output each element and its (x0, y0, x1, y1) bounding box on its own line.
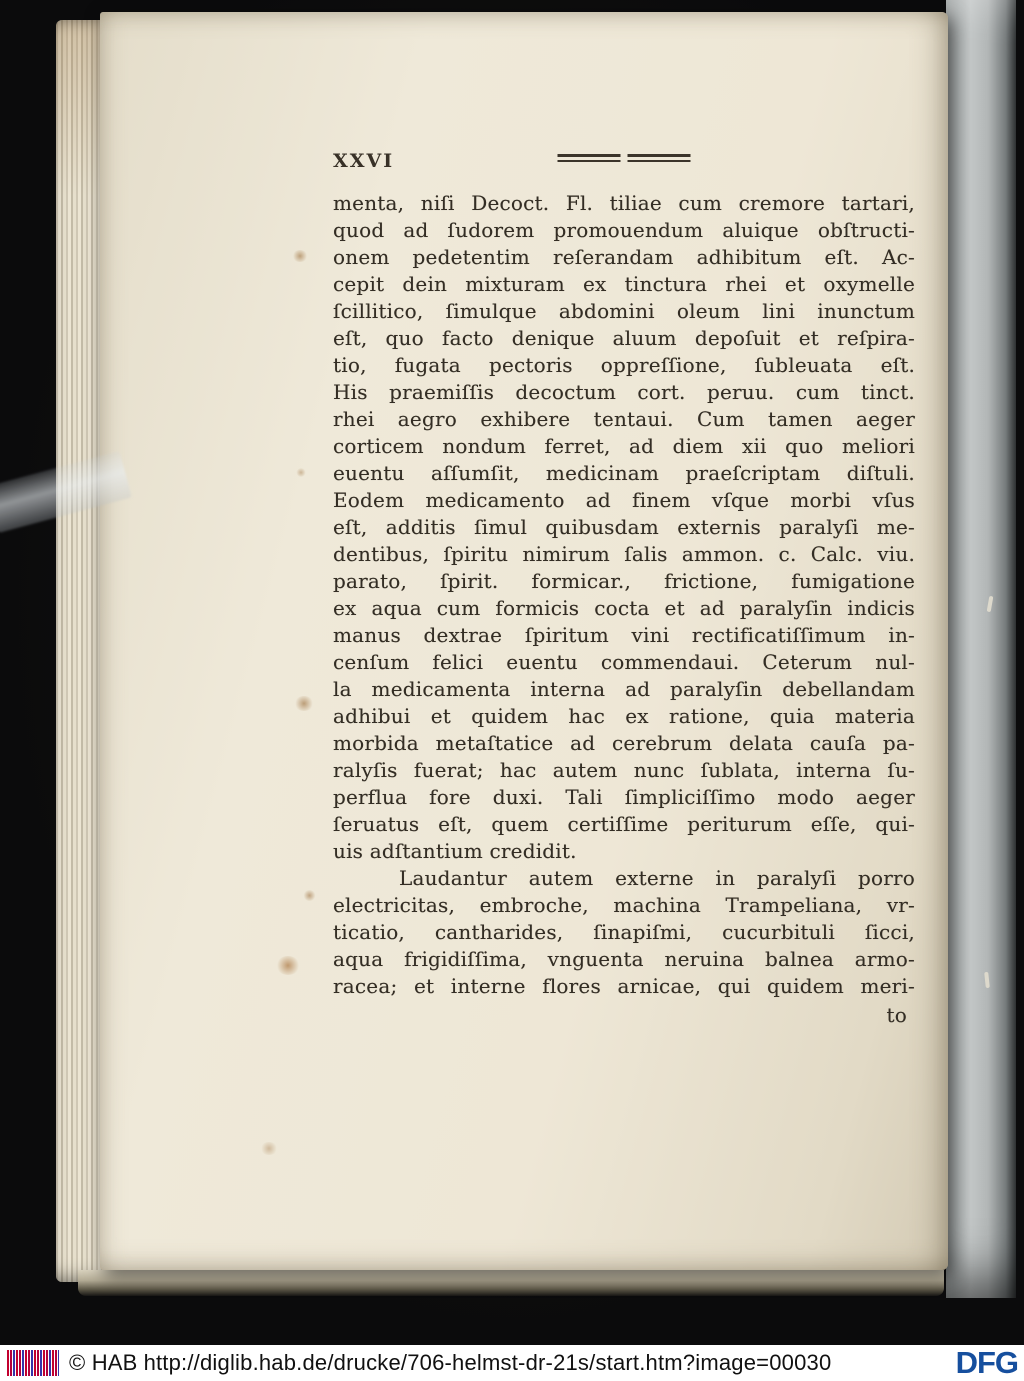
text-line: rhei aegro exhibere tentaui. Cum tamen aeger (333, 407, 915, 431)
copyright-text: © HAB (69, 1350, 138, 1375)
page-bottom-edges (78, 1270, 944, 1296)
foxing-spot (296, 468, 306, 477)
catchword: to (886, 1003, 907, 1027)
text-line: corticem nondum ferret, ad diem xii quo meliori (333, 434, 915, 458)
text-line: eſt, quo facto denique aluum depoſuit et reſpira- (333, 326, 915, 350)
text-line: la medicamenta interna ad paralyſin debellandam (333, 677, 915, 701)
header-rule-ornament-icon (558, 154, 691, 162)
text-line: quod ad ſudorem promouendum aluique obſtructi- (333, 218, 915, 242)
page-fore-edge (946, 0, 1016, 1298)
text-line: dentibus, ſpiritu nimirum ſalis ammon. c. Calc. viu. (333, 542, 915, 566)
color-bars-logo-icon (7, 1350, 59, 1376)
text-line: morbida metaſtatice ad cerebrum delata cauſa pa- (333, 731, 915, 755)
text-line: perflua fore duxi. Tali ſimpliciſſimo modo aeger (333, 785, 915, 809)
rule-segment (628, 154, 691, 162)
text-line: ſcillitico, ſimulque abdomini oleum lini inunctum (333, 299, 915, 323)
text-line: His praemiſſis decoctum cort. peruu. cum tinct. (333, 380, 915, 404)
text-line: electricitas, embroche, machina Trampeliana, vr- (333, 893, 915, 917)
foxing-spot (292, 250, 308, 262)
foxing-spot (260, 1142, 278, 1155)
text-line: ralyſis fuerat; hac autem nunc ſublata, interna ſu- (333, 758, 915, 782)
text-line: adhibui et quidem hac ex ratione, quia materia (333, 704, 915, 728)
text-line: ſeruatus eſt, quem certiſſime periturum eſſe, qui- (333, 812, 915, 836)
text-line: uis adſtantium credidit. (333, 839, 577, 863)
page-number: XXVI (333, 150, 395, 172)
text-line: euentu aſſumſit, medicinam praeſcriptam diſtuli. (333, 461, 915, 485)
text-line: ex aqua cum formicis cocta et ad paralyſin indicis (333, 596, 915, 620)
text-line: eſt, additis ſimul quibusdam externis paralyſi me- (333, 515, 915, 539)
text-line-paragraph-start: Laudantur autem externe in paralyſi porro (399, 866, 915, 890)
rule-segment (558, 154, 621, 162)
dfg-logo: DFG (955, 1345, 1018, 1380)
text-line: parato, ſpirit. formicar., frictione, fumigatione (333, 569, 915, 593)
book-page (100, 12, 948, 1270)
footer-attribution (69, 1350, 956, 1376)
text-line: Eodem medicamento ad finem vſque morbi vſus (333, 488, 915, 512)
text-line: menta, niſi Decoct. Fl. tiliae cum cremore tartari, (333, 191, 915, 215)
text-line: onem pedetentim reſerandam adhibitum eſt. Ac- (333, 245, 915, 269)
text-line: tio, fugata pectoris oppreſſione, ſubleuata eſt. (333, 353, 915, 377)
foxing-spot (276, 956, 300, 975)
foxing-spot (303, 890, 316, 901)
foxing-spot (294, 696, 314, 711)
text-block (333, 190, 915, 1029)
footer-bar (0, 1345, 1024, 1381)
text-line: manus dextrae ſpiritum vini rectificatiſſimum in- (333, 623, 915, 647)
text-line: cepit dein mixturam ex tinctura rhei et oxymelle (333, 272, 915, 296)
source-url: http://diglib.hab.de/drucke/706-helmst-dr-21s/start.htm?image=00030 (143, 1350, 832, 1375)
text-line: racea; et interne flores arnicae, qui quidem meri- (333, 974, 915, 998)
text-line: cenſum felici euentu commendaui. Ceterum nul- (333, 650, 915, 674)
page-header (333, 148, 915, 174)
text-line: aqua frigidiſſima, vnguenta neruina balnea armo- (333, 947, 915, 971)
text-line: ticatio, cantharides, ſinapiſmi, cucurbituli ſicci, (333, 920, 915, 944)
